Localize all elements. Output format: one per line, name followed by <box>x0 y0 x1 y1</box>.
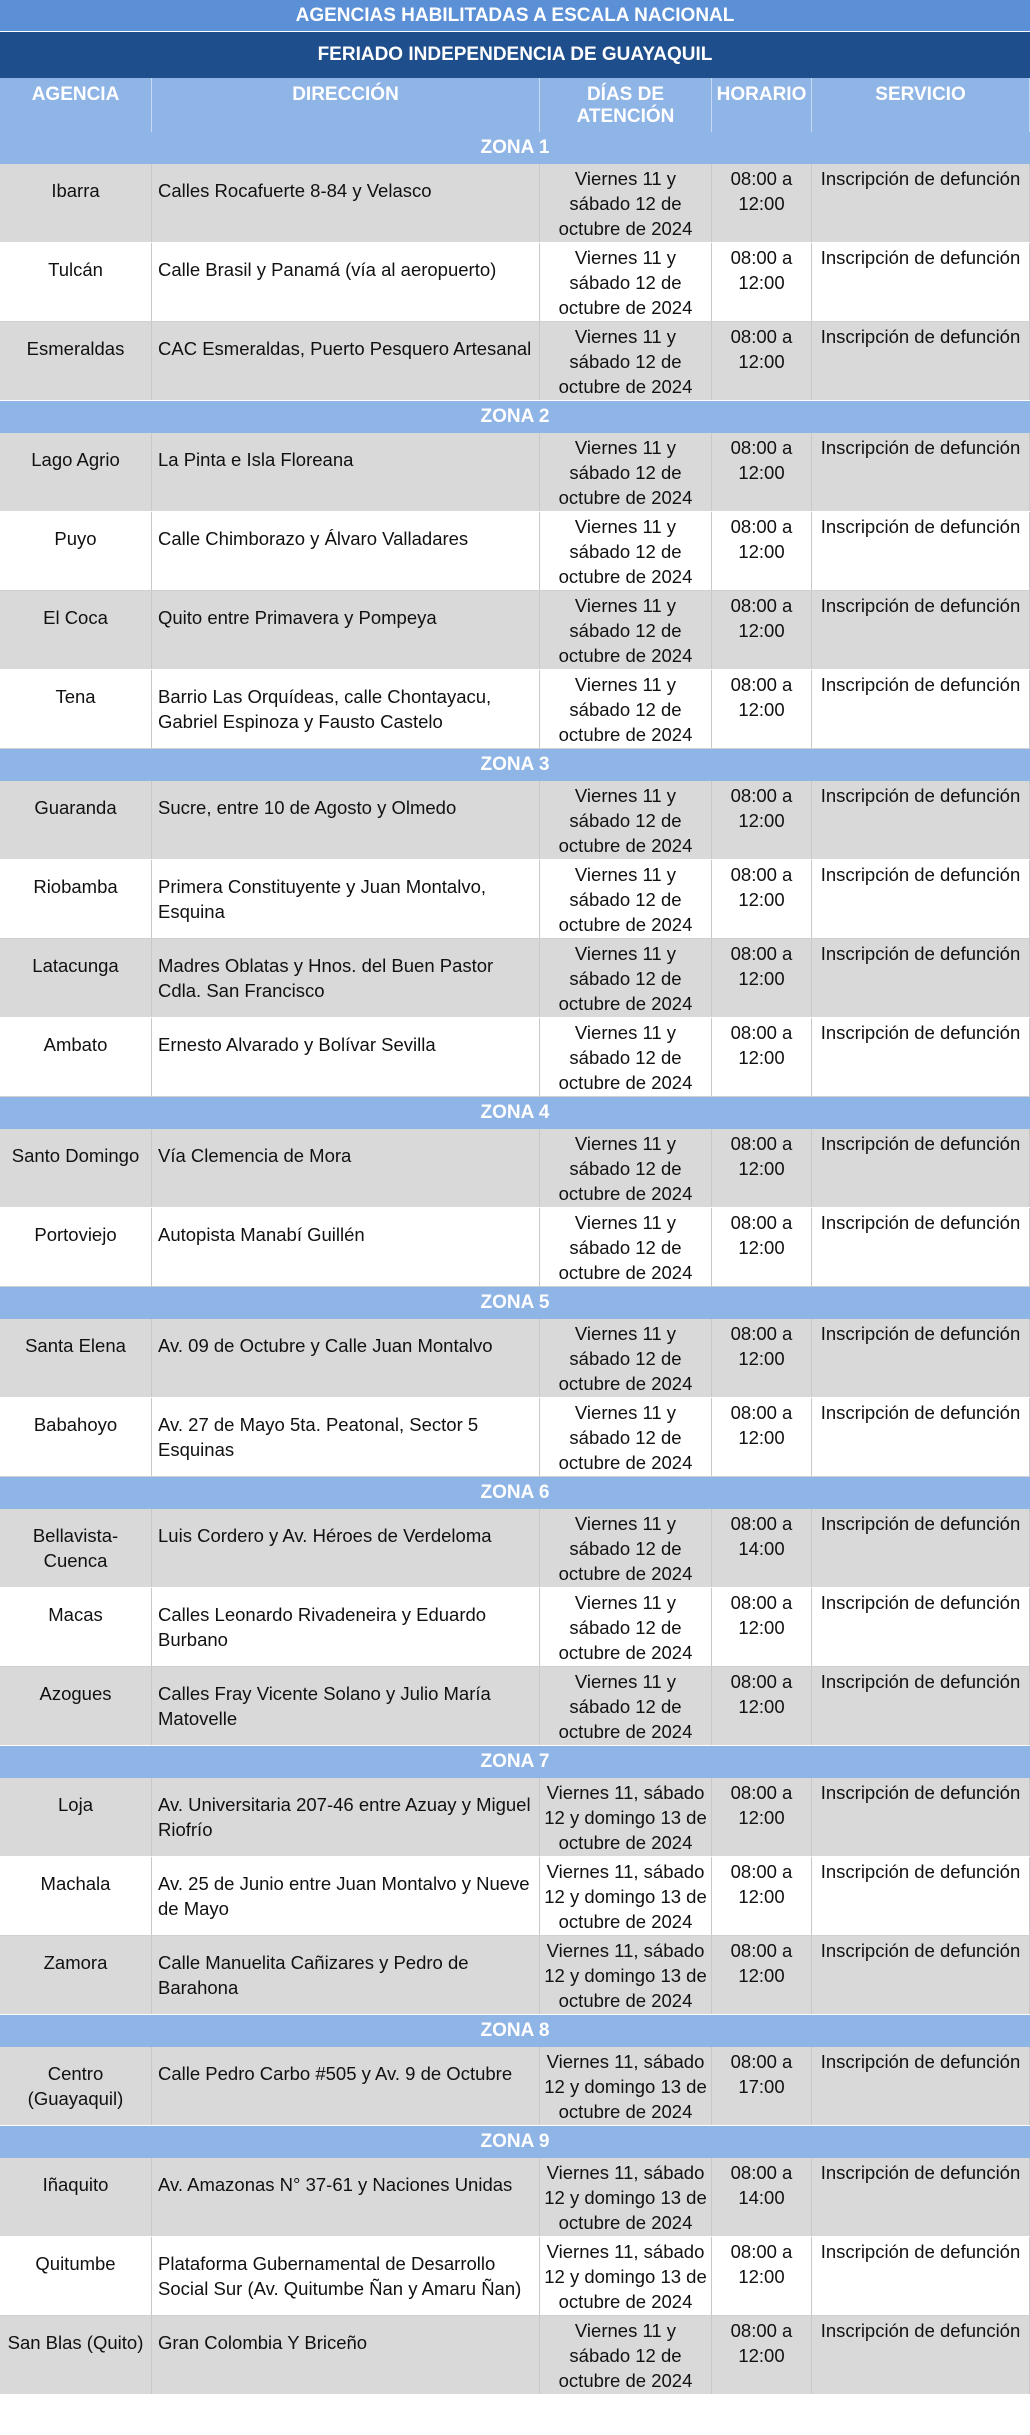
service-type-cell: Inscripción de defunción <box>812 670 1030 748</box>
table-row <box>0 670 1030 749</box>
schedule-cell: 08:00 a 12:00 <box>712 2237 812 2315</box>
service-days-cell: Viernes 11 y sábado 12 de octubre de 2024 <box>540 164 712 242</box>
table-row <box>0 1667 1030 1746</box>
table-row <box>0 1778 1030 1857</box>
schedule-cell: 08:00 a 12:00 <box>712 164 812 242</box>
service-days-cell: Viernes 11, sábado 12 y domingo 13 de octubre de 2024 <box>540 1857 712 1935</box>
table-row <box>0 939 1030 1018</box>
table-row <box>0 781 1030 860</box>
schedule-cell: 08:00 a 17:00 <box>712 2047 812 2125</box>
schedule-cell: 08:00 a 12:00 <box>712 1208 812 1286</box>
schedule-cell: 08:00 a 12:00 <box>712 433 812 511</box>
service-type-cell: Inscripción de defunción <box>812 781 1030 859</box>
agency-name-cell: Centro (Guayaquil) <box>0 2047 152 2125</box>
schedule-cell: 08:00 a 12:00 <box>712 1018 812 1096</box>
agency-name-cell: Riobamba <box>0 860 152 938</box>
service-days-cell: Viernes 11 y sábado 12 de octubre de 2024 <box>540 1319 712 1397</box>
zone-header: ZONA 1 <box>0 132 1030 164</box>
address-cell: Vía Clemencia de Mora <box>152 1129 540 1207</box>
table-row <box>0 1319 1030 1398</box>
table-row <box>0 1857 1030 1936</box>
service-type-cell: Inscripción de defunción <box>812 2316 1030 2394</box>
schedule-cell: 08:00 a 12:00 <box>712 781 812 859</box>
address-cell: Sucre, entre 10 de Agosto y Olmedo <box>152 781 540 859</box>
column-header-horario: HORARIO <box>712 78 812 132</box>
table-body <box>0 132 1030 2395</box>
zone-header: ZONA 5 <box>0 1287 1030 1319</box>
agency-name-cell: Esmeraldas <box>0 322 152 400</box>
schedule-cell: 08:00 a 12:00 <box>712 670 812 748</box>
table-row <box>0 1208 1030 1287</box>
table-row <box>0 2237 1030 2316</box>
service-days-cell: Viernes 11 y sábado 12 de octubre de 2024 <box>540 1018 712 1096</box>
zone-header: ZONA 9 <box>0 2126 1030 2158</box>
service-days-cell: Viernes 11, sábado 12 y domingo 13 de octubre de 2024 <box>540 1778 712 1856</box>
table-row <box>0 2316 1030 2395</box>
service-type-cell: Inscripción de defunción <box>812 1936 1030 2014</box>
agency-name-cell: Guaranda <box>0 781 152 859</box>
address-cell: Av. 09 de Octubre y Calle Juan Montalvo <box>152 1319 540 1397</box>
service-days-cell: Viernes 11 y sábado 12 de octubre de 2024 <box>540 243 712 321</box>
agency-name-cell: Puyo <box>0 512 152 590</box>
service-type-cell: Inscripción de defunción <box>812 1398 1030 1476</box>
service-days-cell: Viernes 11 y sábado 12 de octubre de 2024 <box>540 781 712 859</box>
table-row <box>0 1129 1030 1208</box>
service-days-cell: Viernes 11 y sábado 12 de octubre de 2024 <box>540 670 712 748</box>
address-cell: Av. Universitaria 207-46 entre Azuay y Miguel Riofrío <box>152 1778 540 1856</box>
zone-header: ZONA 2 <box>0 401 1030 433</box>
agency-name-cell: Latacunga <box>0 939 152 1017</box>
schedule-cell: 08:00 a 12:00 <box>712 1319 812 1397</box>
column-header-agencia: AGENCIA <box>0 78 152 132</box>
table-row <box>0 1509 1030 1588</box>
agency-name-cell: Ambato <box>0 1018 152 1096</box>
zone-header: ZONA 7 <box>0 1746 1030 1778</box>
agency-name-cell: Iñaquito <box>0 2158 152 2236</box>
schedule-cell: 08:00 a 12:00 <box>712 322 812 400</box>
zone-header: ZONA 6 <box>0 1477 1030 1509</box>
agency-name-cell: Loja <box>0 1778 152 1856</box>
service-days-cell: Viernes 11 y sábado 12 de octubre de 2024 <box>540 433 712 511</box>
service-days-cell: Viernes 11 y sábado 12 de octubre de 2024 <box>540 1129 712 1207</box>
service-days-cell: Viernes 11 y sábado 12 de octubre de 2024 <box>540 1398 712 1476</box>
address-cell: Calle Brasil y Panamá (vía al aeropuerto) <box>152 243 540 321</box>
address-cell: Av. 27 de Mayo 5ta. Peatonal, Sector 5 Esquinas <box>152 1398 540 1476</box>
schedule-cell: 08:00 a 12:00 <box>712 591 812 669</box>
address-cell: La Pinta e Isla Floreana <box>152 433 540 511</box>
schedule-cell: 08:00 a 12:00 <box>712 1936 812 2014</box>
table-header <box>0 78 1030 132</box>
schedule-cell: 08:00 a 12:00 <box>712 860 812 938</box>
table-row <box>0 243 1030 322</box>
table-row <box>0 1398 1030 1477</box>
schedule-cell: 08:00 a 14:00 <box>712 1509 812 1587</box>
service-days-cell: Viernes 11 y sábado 12 de octubre de 2024 <box>540 512 712 590</box>
agency-name-cell: Azogues <box>0 1667 152 1745</box>
document-title: AGENCIAS HABILITADAS A ESCALA NACIONAL <box>0 0 1030 32</box>
service-days-cell: Viernes 11, sábado 12 y domingo 13 de octubre de 2024 <box>540 2047 712 2125</box>
agency-name-cell: Ibarra <box>0 164 152 242</box>
service-type-cell: Inscripción de defunción <box>812 939 1030 1017</box>
service-type-cell: Inscripción de defunción <box>812 2047 1030 2125</box>
agency-name-cell: Macas <box>0 1588 152 1666</box>
address-cell: Calle Chimborazo y Álvaro Valladares <box>152 512 540 590</box>
service-type-cell: Inscripción de defunción <box>812 1319 1030 1397</box>
agency-name-cell: El Coca <box>0 591 152 669</box>
address-cell: Plataforma Gubernamental de Desarrollo Social Sur (Av. Quitumbe Ñan y Amaru Ñan) <box>152 2237 540 2315</box>
service-type-cell: Inscripción de defunción <box>812 1588 1030 1666</box>
address-cell: Primera Constituyente y Juan Montalvo, Esquina <box>152 860 540 938</box>
agency-name-cell: Santo Domingo <box>0 1129 152 1207</box>
service-type-cell: Inscripción de defunción <box>812 1129 1030 1207</box>
agency-name-cell: Babahoyo <box>0 1398 152 1476</box>
service-days-cell: Viernes 11 y sábado 12 de octubre de 2024 <box>540 591 712 669</box>
column-header-direccion: DIRECCIÓN <box>152 78 540 132</box>
service-type-cell: Inscripción de defunción <box>812 1778 1030 1856</box>
schedule-cell: 08:00 a 12:00 <box>712 1398 812 1476</box>
agency-name-cell: Lago Agrio <box>0 433 152 511</box>
address-cell: Calles Rocafuerte 8-84 y Velasco <box>152 164 540 242</box>
table-row <box>0 2158 1030 2237</box>
schedule-cell: 08:00 a 14:00 <box>712 2158 812 2236</box>
zone-header: ZONA 3 <box>0 749 1030 781</box>
service-days-cell: Viernes 11, sábado 12 y domingo 13 de octubre de 2024 <box>540 1936 712 2014</box>
service-type-cell: Inscripción de defunción <box>812 164 1030 242</box>
table-row <box>0 322 1030 401</box>
address-cell: Calles Fray Vicente Solano y Julio María Matovelle <box>152 1667 540 1745</box>
address-cell: Autopista Manabí Guillén <box>152 1208 540 1286</box>
zone-header: ZONA 4 <box>0 1097 1030 1129</box>
service-type-cell: Inscripción de defunción <box>812 1857 1030 1935</box>
table-row <box>0 591 1030 670</box>
service-type-cell: Inscripción de defunción <box>812 512 1030 590</box>
address-cell: Madres Oblatas y Hnos. del Buen Pastor Cdla. San Francisco <box>152 939 540 1017</box>
schedule-cell: 08:00 a 12:00 <box>712 512 812 590</box>
zone-header: ZONA 8 <box>0 2015 1030 2047</box>
address-cell: Ernesto Alvarado y Bolívar Sevilla <box>152 1018 540 1096</box>
schedule-cell: 08:00 a 12:00 <box>712 1857 812 1935</box>
schedule-cell: 08:00 a 12:00 <box>712 2316 812 2394</box>
address-cell: Calles Leonardo Rivadeneira y Eduardo Burbano <box>152 1588 540 1666</box>
table-row <box>0 2047 1030 2126</box>
address-cell: Calle Pedro Carbo #505 y Av. 9 de Octubre <box>152 2047 540 2125</box>
table-row <box>0 512 1030 591</box>
schedule-cell: 08:00 a 12:00 <box>712 1588 812 1666</box>
table-row <box>0 433 1030 512</box>
document-subtitle: FERIADO INDEPENDENCIA DE GUAYAQUIL <box>0 32 1030 78</box>
address-cell: Av. 25 de Junio entre Juan Montalvo y Nueve de Mayo <box>152 1857 540 1935</box>
service-type-cell: Inscripción de defunción <box>812 1509 1030 1587</box>
agency-name-cell: Tulcán <box>0 243 152 321</box>
agency-name-cell: Machala <box>0 1857 152 1935</box>
service-days-cell: Viernes 11, sábado 12 y domingo 13 de octubre de 2024 <box>540 2237 712 2315</box>
service-days-cell: Viernes 11 y sábado 12 de octubre de 2024 <box>540 1208 712 1286</box>
service-type-cell: Inscripción de defunción <box>812 433 1030 511</box>
service-type-cell: Inscripción de defunción <box>812 2237 1030 2315</box>
service-days-cell: Viernes 11, sábado 12 y domingo 13 de octubre de 2024 <box>540 2158 712 2236</box>
column-header-servicio: SERVICIO <box>812 78 1030 132</box>
address-cell: Quito entre Primavera y Pompeya <box>152 591 540 669</box>
agency-name-cell: Zamora <box>0 1936 152 2014</box>
column-header-dias: DÍAS DE ATENCIÓN <box>540 78 712 132</box>
service-type-cell: Inscripción de defunción <box>812 1208 1030 1286</box>
schedule-cell: 08:00 a 12:00 <box>712 1778 812 1856</box>
service-days-cell: Viernes 11 y sábado 12 de octubre de 2024 <box>540 1667 712 1745</box>
schedule-cell: 08:00 a 12:00 <box>712 243 812 321</box>
agency-name-cell: Quitumbe <box>0 2237 152 2315</box>
address-cell: Av. Amazonas N° 37-61 y Naciones Unidas <box>152 2158 540 2236</box>
address-cell: Calle Manuelita Cañizares y Pedro de Barahona <box>152 1936 540 2014</box>
service-days-cell: Viernes 11 y sábado 12 de octubre de 2024 <box>540 1588 712 1666</box>
table-row <box>0 1588 1030 1667</box>
schedule-cell: 08:00 a 12:00 <box>712 939 812 1017</box>
service-days-cell: Viernes 11 y sábado 12 de octubre de 2024 <box>540 860 712 938</box>
service-days-cell: Viernes 11 y sábado 12 de octubre de 2024 <box>540 2316 712 2394</box>
service-days-cell: Viernes 11 y sábado 12 de octubre de 2024 <box>540 322 712 400</box>
agency-name-cell: Santa Elena <box>0 1319 152 1397</box>
agency-name-cell: Portoviejo <box>0 1208 152 1286</box>
address-cell: Barrio Las Orquídeas, calle Chontayacu, Gabriel Espinoza y Fausto Castelo <box>152 670 540 748</box>
table-row <box>0 860 1030 939</box>
agency-name-cell: Tena <box>0 670 152 748</box>
schedule-cell: 08:00 a 12:00 <box>712 1667 812 1745</box>
service-type-cell: Inscripción de defunción <box>812 243 1030 321</box>
address-cell: Gran Colombia Y Briceño <box>152 2316 540 2394</box>
table-row <box>0 164 1030 243</box>
table-row <box>0 1936 1030 2015</box>
service-type-cell: Inscripción de defunción <box>812 322 1030 400</box>
service-days-cell: Viernes 11 y sábado 12 de octubre de 2024 <box>540 1509 712 1587</box>
address-cell: CAC Esmeraldas, Puerto Pesquero Artesanal <box>152 322 540 400</box>
service-type-cell: Inscripción de defunción <box>812 860 1030 938</box>
service-type-cell: Inscripción de defunción <box>812 2158 1030 2236</box>
service-type-cell: Inscripción de defunción <box>812 1018 1030 1096</box>
table-row <box>0 1018 1030 1097</box>
service-type-cell: Inscripción de defunción <box>812 591 1030 669</box>
schedule-cell: 08:00 a 12:00 <box>712 1129 812 1207</box>
address-cell: Luis Cordero y Av. Héroes de Verdeloma <box>152 1509 540 1587</box>
service-days-cell: Viernes 11 y sábado 12 de octubre de 2024 <box>540 939 712 1017</box>
service-type-cell: Inscripción de defunción <box>812 1667 1030 1745</box>
agency-name-cell: San Blas (Quito) <box>0 2316 152 2394</box>
agency-name-cell: Bellavista-Cuenca <box>0 1509 152 1587</box>
